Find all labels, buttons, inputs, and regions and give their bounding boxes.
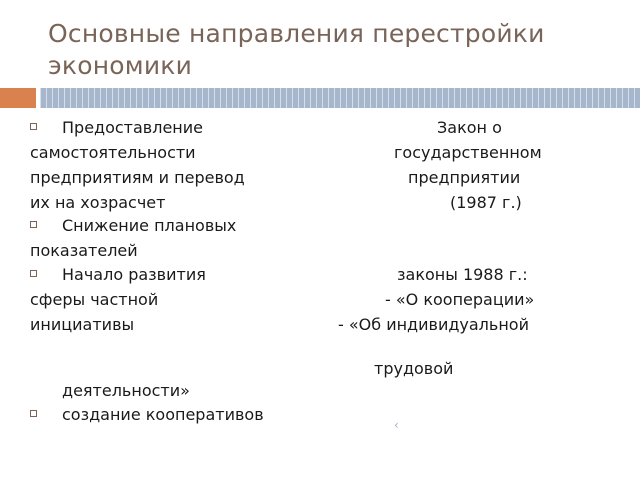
- bullet-icon: [30, 410, 37, 417]
- small-glyph-mark: ‹: [394, 418, 399, 432]
- law1-line1: Закон о: [437, 118, 502, 137]
- law1-line4: (1987 г.): [450, 193, 522, 212]
- bullet-icon: [30, 123, 37, 130]
- item1-line2: самостоятельности: [30, 143, 196, 162]
- law1-line2: государственном: [394, 143, 542, 162]
- laws-line1: законы 1988 г.:: [397, 265, 528, 284]
- bullet-icon: [30, 270, 37, 277]
- item2-line1: Снижение плановых: [62, 216, 237, 235]
- slide-title: [48, 18, 608, 82]
- item4-line1: создание кооперативов: [62, 405, 264, 424]
- item1-line4: их на хозрасчет: [30, 193, 166, 212]
- item1-line1: Предоставление: [62, 118, 204, 137]
- title-line-1: Основные направления перестройки: [48, 19, 545, 48]
- accent-block: [0, 88, 36, 108]
- item3-line2: сферы частной: [30, 290, 159, 309]
- laws-line3: - «Об индивидуальной: [338, 315, 529, 334]
- item3-line4: деятельности»: [62, 381, 190, 400]
- laws-line2: - «О кооперации»: [385, 290, 535, 309]
- divider-bar: [40, 88, 640, 108]
- title-line-2: экономики: [48, 51, 193, 80]
- laws-line4: трудовой: [374, 359, 454, 378]
- item2-line2: показателей: [30, 241, 138, 260]
- item3-line1: Начало развития: [62, 265, 206, 284]
- law1-line3: предприятии: [408, 168, 521, 187]
- item1-line3: предприятиям и перевод: [30, 168, 245, 187]
- item3-line3: инициативы: [30, 315, 135, 334]
- bullet-icon: [30, 221, 37, 228]
